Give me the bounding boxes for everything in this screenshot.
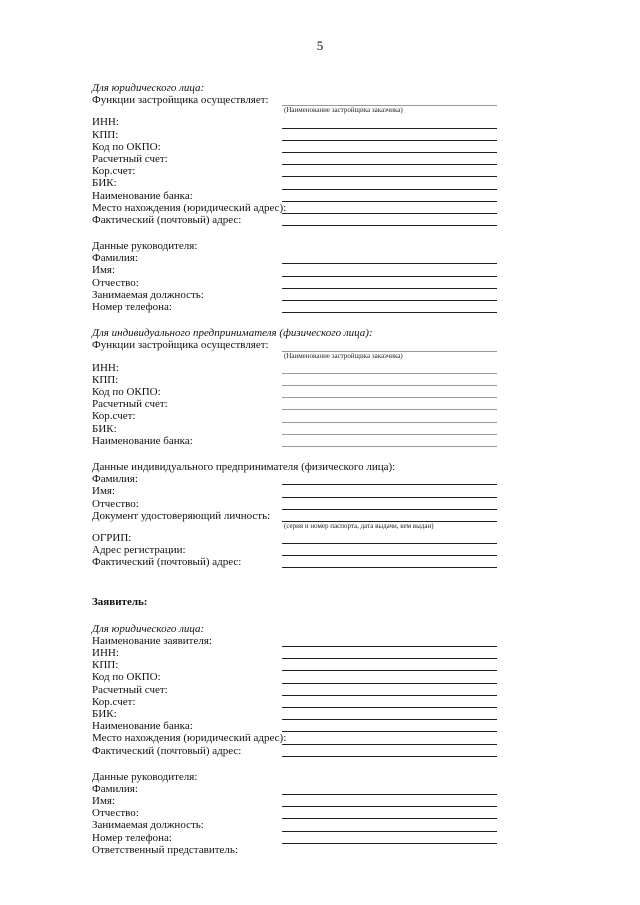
form-field-row xyxy=(92,720,502,732)
form-field-row xyxy=(92,277,502,289)
field-label: ИНН: xyxy=(92,116,119,129)
form-field-row xyxy=(92,289,502,301)
field-label: Кор.счет: xyxy=(92,410,136,423)
applicant-title: Заявитель: xyxy=(92,596,148,609)
form-field-row xyxy=(92,473,502,485)
form-field-row xyxy=(92,398,502,410)
developer-individual-heading: Для индивидуального предпринимателя (физического лица): xyxy=(92,327,373,340)
applicant-heading: Для юридического лица: xyxy=(92,622,205,635)
form-field-row xyxy=(92,532,502,544)
form-field-row xyxy=(92,647,502,659)
form-field-row xyxy=(92,659,502,671)
developer-individual-tail-fields xyxy=(92,532,502,569)
field-label: БИК: xyxy=(92,177,117,190)
field-label: КПП: xyxy=(92,659,119,672)
field-label: Расчетный счет: xyxy=(92,683,168,696)
field-label: Отчество: xyxy=(92,276,139,289)
field-label: БИК: xyxy=(92,707,117,720)
field-label: Фамилия: xyxy=(92,252,138,265)
developer-legal-head-fields xyxy=(92,252,502,313)
form-field-row xyxy=(92,116,502,128)
field-label: Наименование банка: xyxy=(92,189,193,202)
field-label: КПП: xyxy=(92,373,119,386)
form-field-row xyxy=(92,264,502,276)
field-label: Место нахождения (юридический адрес): xyxy=(92,201,287,214)
form-field-row xyxy=(92,435,502,447)
form-field-row xyxy=(92,732,502,744)
form-field-row xyxy=(92,202,502,214)
field-hint: (Наименование застройщика заказчика) xyxy=(284,351,403,360)
developer-individual-person-title: Данные индивидуального предпринимателя (физического лица): xyxy=(92,460,396,473)
fill-line[interactable] xyxy=(282,756,497,757)
developer-individual-performed-by-row xyxy=(92,339,502,351)
form-field-row xyxy=(92,819,502,831)
field-label: Номер телефона: xyxy=(92,831,172,844)
form-field-row xyxy=(92,498,502,510)
form-content xyxy=(92,82,502,856)
field-hint: (серия и номер паспорта, дата выдачи, кем выдан) xyxy=(284,521,434,530)
form-field-row xyxy=(92,708,502,720)
fill-line[interactable] xyxy=(282,446,497,447)
field-label: Фамилия: xyxy=(92,782,138,795)
field-label: Адрес регистрации: xyxy=(92,544,186,557)
id-document-row xyxy=(92,510,502,522)
form-field-row xyxy=(92,141,502,153)
field-label: Код по ОКПО: xyxy=(92,140,161,153)
field-label: Номер телефона: xyxy=(92,301,172,314)
field-label: Фактический (почтовый) адрес: xyxy=(92,556,242,569)
form-field-row xyxy=(92,165,502,177)
developer-legal-fields xyxy=(92,116,502,226)
form-field-row xyxy=(92,252,502,264)
field-label: Код по ОКПО: xyxy=(92,385,161,398)
field-label: Наименование банка: xyxy=(92,434,193,447)
field-label: Имя: xyxy=(92,485,116,498)
form-field-row xyxy=(92,696,502,708)
form-field-row xyxy=(92,153,502,165)
form-field-row xyxy=(92,423,502,435)
field-label: Функции застройщика осуществляет: xyxy=(92,339,269,352)
field-label: Кор.счет: xyxy=(92,165,136,178)
field-label: Место нахождения (юридический адрес): xyxy=(92,732,287,745)
developer-individual-person-fields xyxy=(92,473,502,510)
form-field-row xyxy=(92,177,502,189)
field-label: Фактический (почтовый) адрес: xyxy=(92,213,242,226)
field-label: Фактический (почтовый) адрес: xyxy=(92,744,242,757)
field-label: Имя: xyxy=(92,264,116,277)
form-field-row xyxy=(92,129,502,141)
developer-legal-head-title: Данные руководителя: xyxy=(92,240,198,253)
form-field-row xyxy=(92,374,502,386)
fill-line[interactable] xyxy=(282,843,497,844)
applicant-representative-label: Ответственный представитель: xyxy=(92,843,238,856)
form-field-row xyxy=(92,410,502,422)
field-label: Имя: xyxy=(92,795,116,808)
form-field-row xyxy=(92,556,502,568)
form-field-row xyxy=(92,301,502,313)
form-field-row xyxy=(92,214,502,226)
field-label: Расчетный счет: xyxy=(92,398,168,411)
field-label: Расчетный счет: xyxy=(92,152,168,165)
field-label: Занимаемая должность: xyxy=(92,819,204,832)
form-field-row xyxy=(92,635,502,647)
form-field-row xyxy=(92,190,502,202)
developer-legal-heading: Для юридического лица: xyxy=(92,82,205,94)
page-number: 5 xyxy=(316,38,324,53)
form-field-row xyxy=(92,386,502,398)
form-field-row xyxy=(92,671,502,683)
applicant-fields xyxy=(92,635,502,757)
form-field-row xyxy=(92,807,502,819)
field-label: ИНН: xyxy=(92,361,119,374)
field-label: Фамилия: xyxy=(92,473,138,486)
form-field-row xyxy=(92,362,502,374)
field-label: ОГРИП: xyxy=(92,531,132,544)
field-label: Наименование банка: xyxy=(92,720,193,733)
applicant-head-fields xyxy=(92,783,502,844)
developer-legal-section xyxy=(92,82,502,313)
developer-individual-section xyxy=(92,327,502,568)
form-field-row xyxy=(92,832,502,844)
form-field-row xyxy=(92,745,502,757)
field-label: Отчество: xyxy=(92,807,139,820)
fill-line[interactable] xyxy=(282,567,497,568)
field-label: Занимаемая должность: xyxy=(92,288,204,301)
applicant-section xyxy=(92,596,502,856)
developer-legal-performed-by-row xyxy=(92,94,502,106)
field-label: Код по ОКПО: xyxy=(92,671,161,684)
field-hint: (Наименование застройщика заказчика) xyxy=(284,106,403,115)
field-label: Кор.счет: xyxy=(92,695,136,708)
fill-line[interactable] xyxy=(282,312,497,313)
field-label: Отчество: xyxy=(92,497,139,510)
field-label: Документ удостоверяющий личность: xyxy=(92,509,271,522)
form-field-row xyxy=(92,795,502,807)
form-field-row xyxy=(92,544,502,556)
form-field-row xyxy=(92,485,502,497)
applicant-head-title: Данные руководителя: xyxy=(92,770,198,783)
field-label: ИНН: xyxy=(92,647,119,660)
fill-line[interactable] xyxy=(282,225,497,226)
field-label: БИК: xyxy=(92,422,117,435)
form-field-row xyxy=(92,783,502,795)
developer-individual-fields xyxy=(92,362,502,447)
field-label: КПП: xyxy=(92,128,119,141)
form-field-row xyxy=(92,684,502,696)
field-label: Наименование заявителя: xyxy=(92,634,212,647)
field-label: Функции застройщика осуществляет: xyxy=(92,94,269,107)
